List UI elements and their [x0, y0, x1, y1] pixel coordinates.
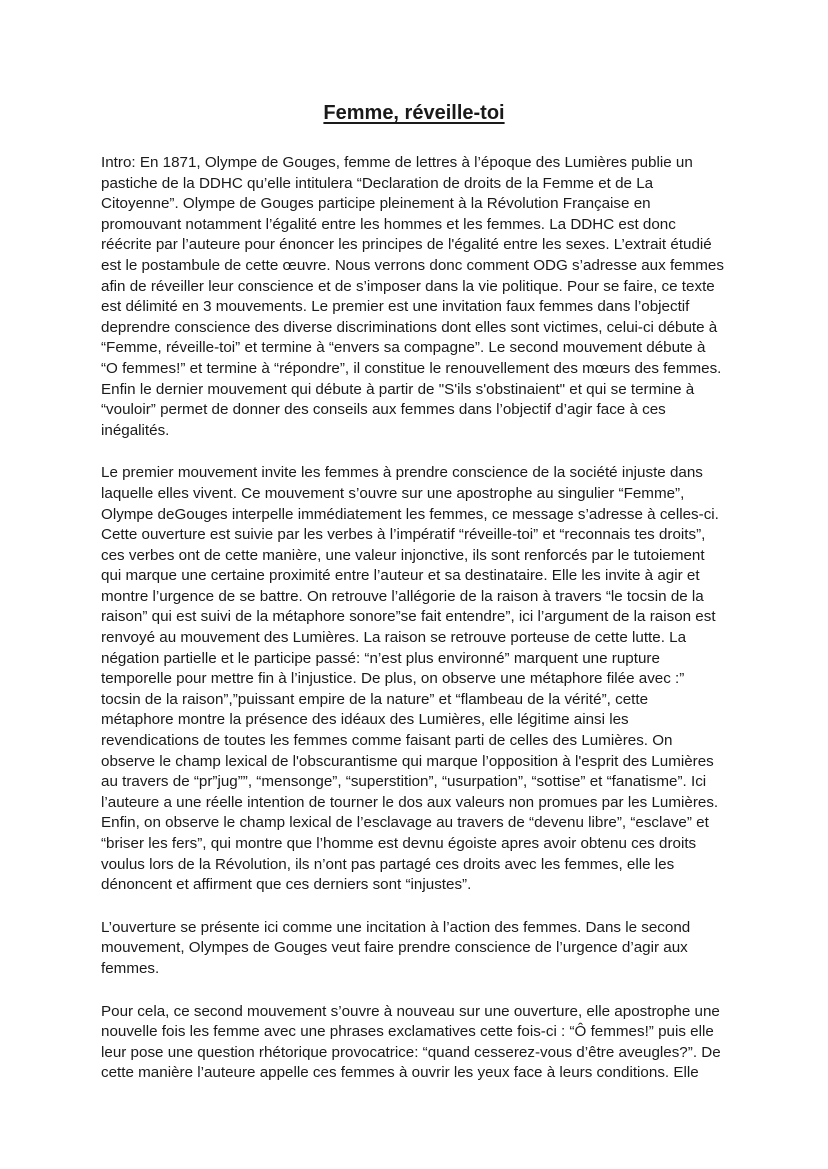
text-line: temporelle pour mettre fin à l’injustice. De plus, on observe une métaphore filée avec :” — [101, 670, 685, 688]
text-line: Citoyenne”. Olympe de Gouges participe pleinement à la Révolution Française en — [101, 195, 651, 213]
text-line: “vouloir” permet de donner des conseils aux femmes dans l’objectif d’agir face à ces — [101, 401, 666, 419]
paragraph-3 — [101, 918, 733, 980]
text-line: mouvement, Olympes de Gouges veut faire prendre conscience de l’urgence d’agir aux — [101, 939, 688, 957]
text-line: réécrite par l’auteure pour énoncer les principes de l'égalité entre les sexes. L’extrait étudié — [101, 236, 712, 254]
text-line: l’auteure a une réelle intention de tourner le dos aux valeurs non promues par les Lumières. — [101, 793, 719, 811]
text-line: Cette ouverture est suivie par les verbes à l’impératif “réveille-toi” et “reconnais tes droits”, — [101, 526, 706, 544]
text-line: montre l’urgence de se battre. On retrouve l’allégorie de la raison à travers “le tocsin de la — [101, 587, 704, 605]
text-line: au travers de “pr”jug””, “mensonge”, “superstition”, “usurpation”, “sottise” et “fanatisme”. Ici — [101, 773, 707, 791]
text-line: “O femmes!” et termine à “répondre”, il constitue le renouvellement des mœurs des femmes. — [101, 359, 722, 377]
text-line: Enfin, on observe le champ lexical de l’esclavage au travers de “devenu libre”, “esclave” et — [101, 814, 709, 832]
text-line: nouvelle fois les femme avec une phrases exclamatives cette fois-ci : “Ô femmes!” puis elle — [101, 1023, 714, 1041]
text-line: Pour cela, ce second mouvement s’ouvre à nouveau sur une ouverture, elle apostrophe une — [101, 1002, 720, 1020]
text-line: Le premier mouvement invite les femmes à prendre conscience de la société injuste dans — [101, 464, 703, 482]
text-line: est le postambule de cette œuvre. Nous verrons donc comment ODG s’adresse aux femmes — [101, 256, 724, 274]
text-line: observe le champ lexical de l'obscurantisme qui marque l’opposition à l'esprit des Lumières — [101, 752, 714, 770]
text-line: métaphore montre la présence des idéaux des Lumières, elle légitime ainsi les — [101, 711, 629, 729]
text-line: femmes. — [101, 959, 160, 977]
paragraph-2 — [101, 463, 733, 895]
text-line: est délimité en 3 mouvements. Le premier est une invitation faux femmes dans l’objectif — [101, 298, 690, 316]
paragraph-4 — [101, 1002, 733, 1084]
text-line: qui marque une certaine proximité entre l’auteur et sa destinataire. Elle les invite à agir et — [101, 567, 700, 585]
page-title: Femme, réveille-toi — [323, 102, 505, 124]
text-line: leur pose une question rhétorique provocatrice: “quand cesserez-vous d’être aveugles?”. De — [101, 1043, 721, 1061]
text-line: inégalités. — [101, 421, 170, 439]
text-line: tocsin de la raison”,”puissant empire de la nature” et “flambeau de la vérité”, cette — [101, 690, 649, 708]
text-line: revendications de toutes les femmes comme faisant parti de celles des Lumières. On — [101, 732, 673, 750]
text-line: L’ouverture se présente ici comme une incitation à l’action des femmes. Dans le second — [101, 918, 691, 936]
text-line: pastiche de la DDHC qu’elle intitulera “Declaration de droits de la Femme et de La — [101, 174, 654, 192]
document-body — [101, 153, 733, 1106]
text-line: dénoncent et affirment que ces derniers sont “injustes”. — [101, 876, 472, 894]
text-line: voulus lors de la Révolution, ils n’ont pas partagé ces droits avec les femmes, elle les — [101, 855, 675, 873]
text-line: renvoyé au mouvement des Lumières. La raison se retrouve porteuse de cette lutte. La — [101, 629, 687, 647]
text-line: cette manière l’auteure appelle ces femmes à ouvrir les yeux face à leurs conditions. Elle — [101, 1064, 699, 1082]
text-line: “briser les fers”, qui montre que l’homme est devnu égoiste apres avoir obtenu ces droits — [101, 835, 697, 852]
text-line: Enfin le dernier mouvement qui débute à partir de "S'ils s'obstinaient" et qui se termine à — [101, 380, 695, 398]
text-line: promouvant notamment l’égalité entre les hommes et les femmes. La DDHC est donc — [101, 215, 676, 233]
text-line: laquelle elles vivent. Ce mouvement s’ouvre sur une apostrophe au singulier “Femme”, — [101, 484, 685, 502]
text-line: “Femme, réveille-toi” et termine à “envers sa compagne”. Le second mouvement débute à — [101, 339, 706, 357]
text-line: afin de réveiller leur conscience et de s’imposer dans la vie politique. Pour se faire, ce texte — [101, 277, 715, 295]
text-line: ces verbes ont de cette manière, une valeur injonctive, ils sont renforcés par le tutoiement — [101, 546, 705, 564]
paragraph-1 — [101, 153, 733, 441]
text-line: raison” qui est suivi de la métaphore sonore”se fait entendre”, ici l’argument de la raison est — [101, 608, 716, 626]
text-line: Olympe deGouges interpelle immédiatement les femmes, ce message s’adresse à celles-ci. — [101, 505, 719, 523]
text-line: Intro: En 1871, Olympe de Gouges, femme de lettres à l’époque des Lumières publie un — [101, 154, 693, 171]
text-line: négation partielle et le participe passé: “n’est plus environné” marquent une rupture — [101, 649, 660, 667]
text-line: deprendre conscience des diverse discriminations dont elles sont victimes, celui-ci débute à — [101, 318, 718, 336]
